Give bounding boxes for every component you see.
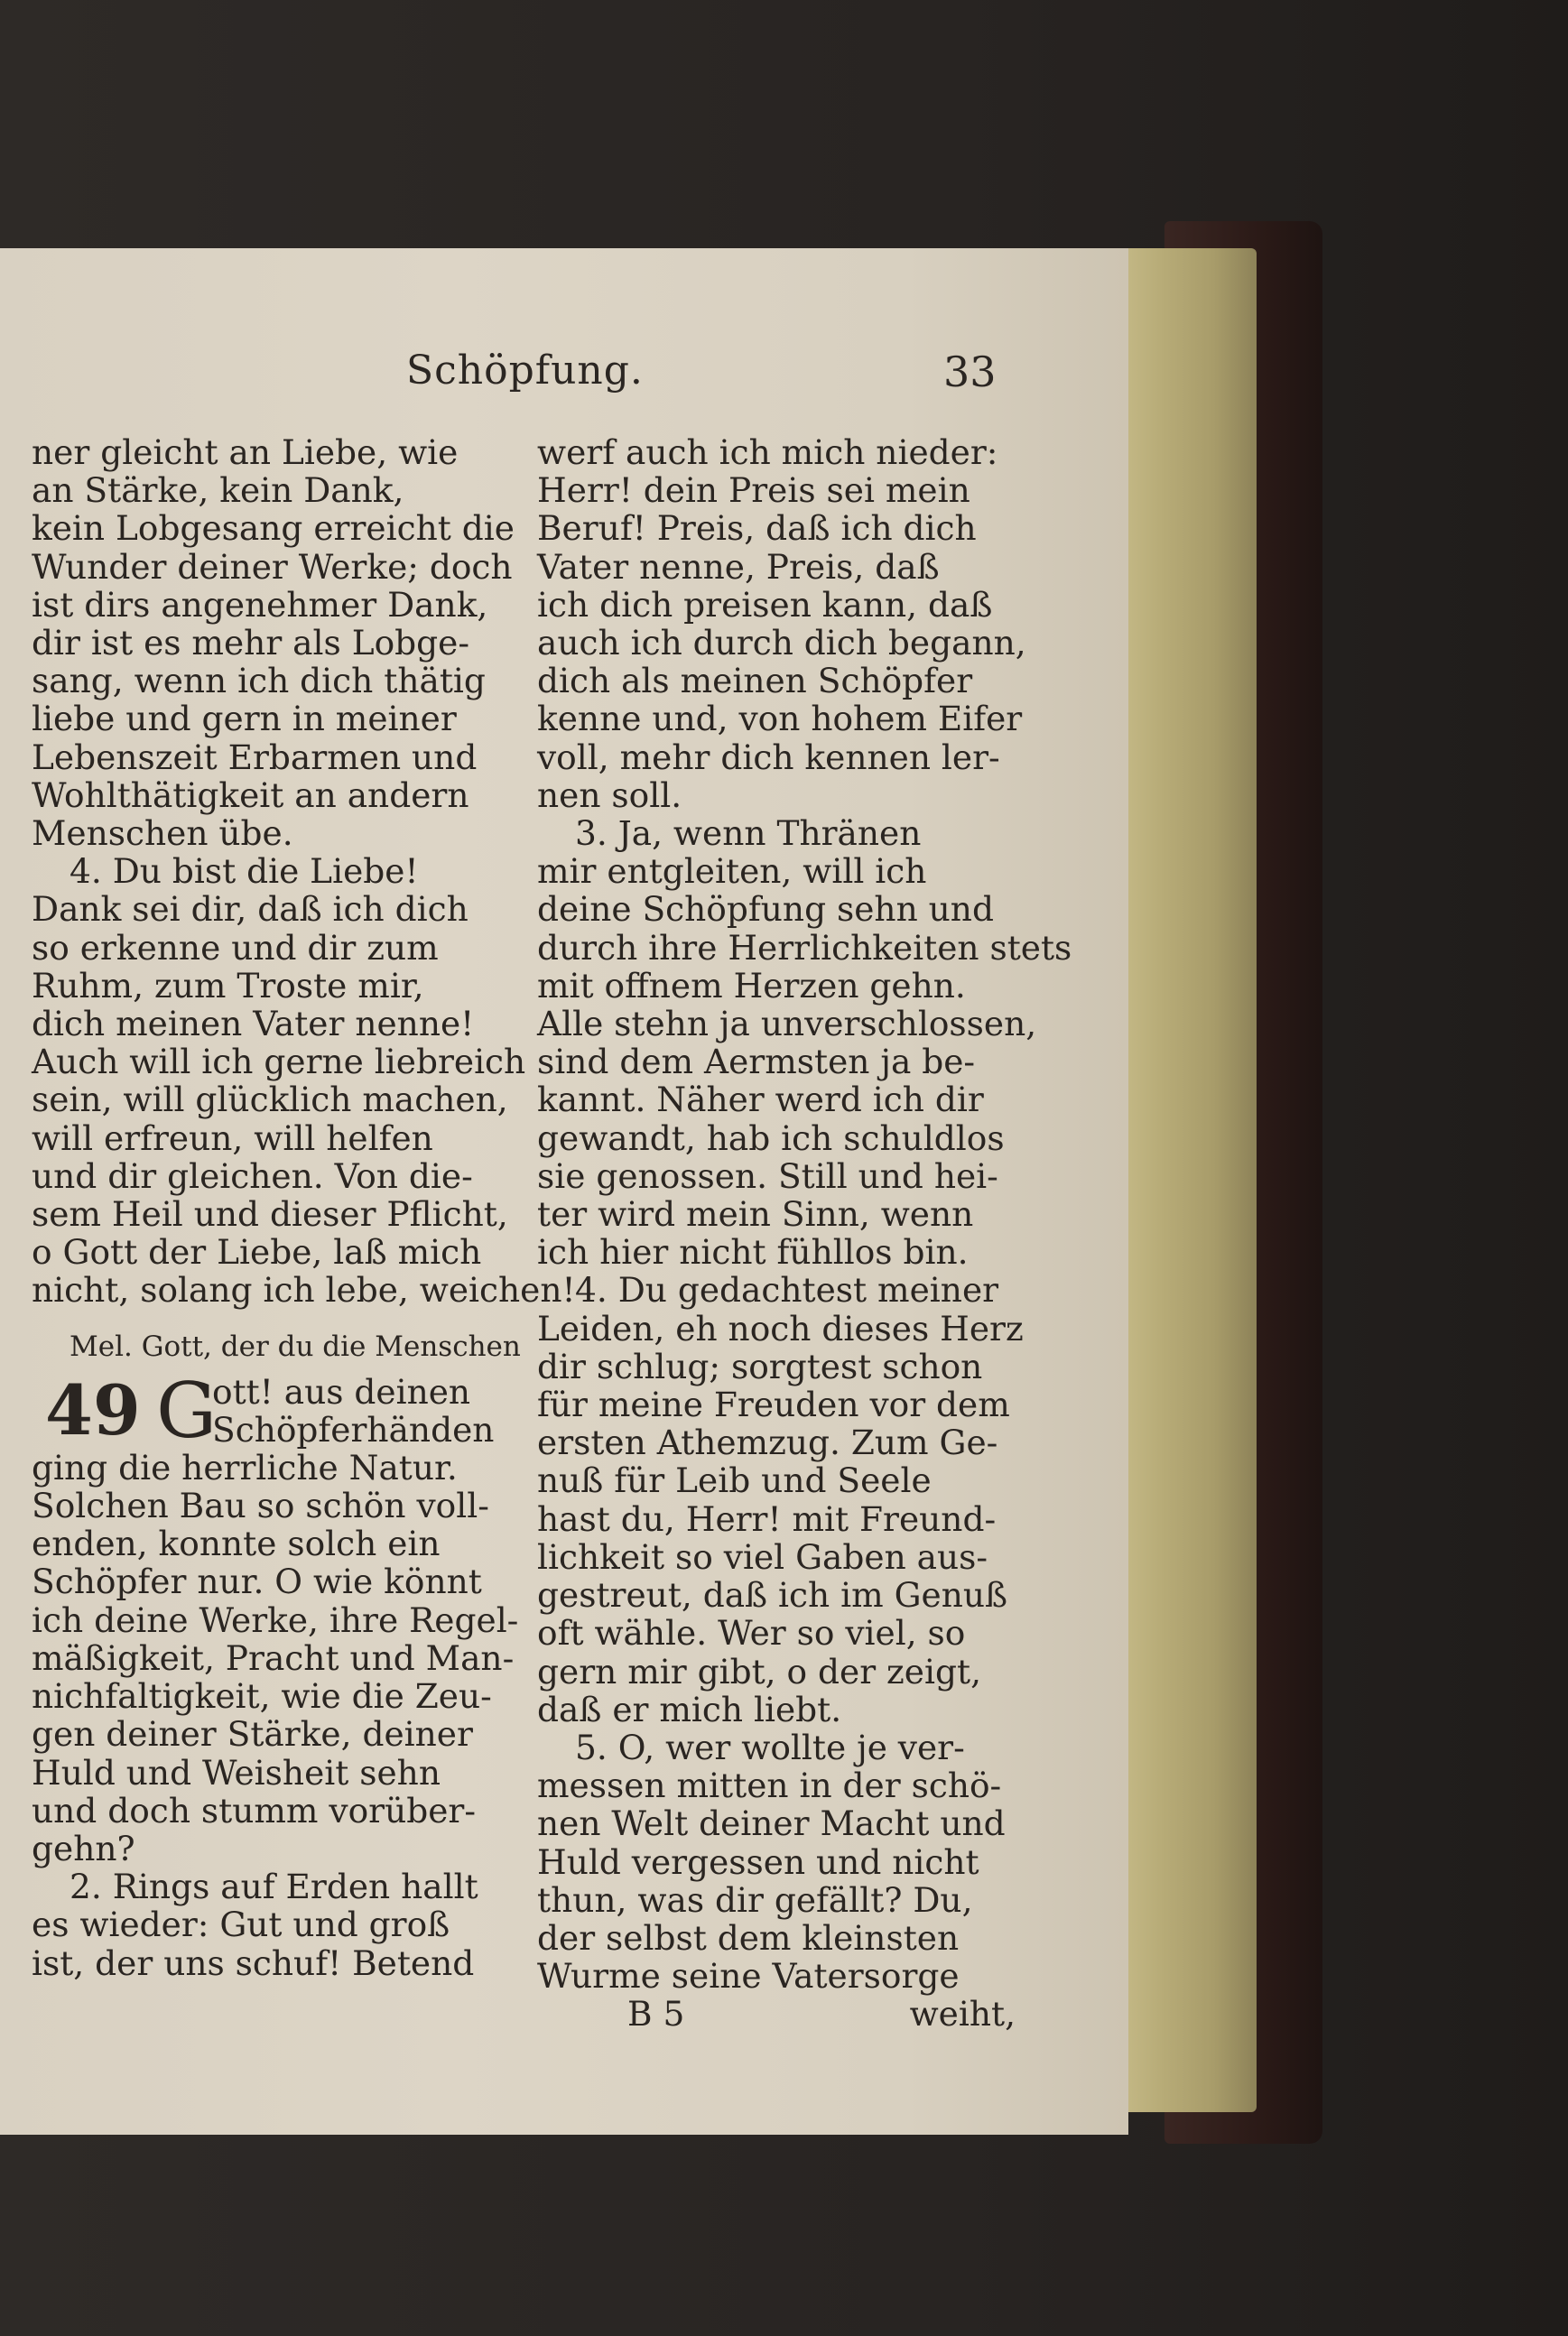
catchword: weiht, xyxy=(909,1994,1016,2035)
text-line: enden, konnte solch ein xyxy=(32,1524,441,1564)
text-line: nichfaltigkeit, wie die Zeu- xyxy=(32,1676,492,1717)
text-line: voll, mehr dich kennen ler- xyxy=(537,737,1000,777)
text-line: kein Lobgesang erreicht die xyxy=(32,508,515,549)
text-line: sem Heil und dieser Pflicht, xyxy=(32,1194,508,1235)
text-line: 4. Du gedachtest meiner xyxy=(575,1270,999,1311)
text-line: gewandt, hab ich schuldlos xyxy=(537,1117,1005,1158)
text-line: lichkeit so viel Gaben aus- xyxy=(537,1536,988,1577)
text-line: Beruf! Preis, daß ich dich xyxy=(537,508,977,549)
text-line: ich deine Werke, ihre Regel- xyxy=(32,1599,519,1640)
text-line: für meine Freuden vor dem xyxy=(537,1385,1010,1425)
text-line: kannt. Näher werd ich dir xyxy=(537,1080,984,1120)
text-line: 4. Du bist die Liebe! xyxy=(70,851,419,892)
hymn-text xyxy=(32,1447,519,1868)
page-number: 33 xyxy=(943,348,997,396)
text-line: messen mitten in der schö- xyxy=(537,1766,1002,1806)
right-column xyxy=(537,432,1072,2035)
text-line: Auch will ich gerne liebreich xyxy=(32,1042,526,1082)
book-page xyxy=(0,248,1128,2135)
text-line: mir entgleiten, will ich xyxy=(537,851,927,892)
text-line: ging die herrliche Natur. xyxy=(32,1447,458,1488)
text-line: Ruhm, zum Troste mir, xyxy=(32,965,424,1006)
text-line: ersten Athemzug. Zum Ge- xyxy=(537,1423,998,1463)
page-footer xyxy=(537,1995,1016,2033)
text-line: sie genossen. Still und hei- xyxy=(537,1155,998,1196)
text-line: gehn? xyxy=(32,1828,135,1868)
printer-signature: B 5 xyxy=(627,1994,685,2035)
hymn-heading xyxy=(32,1366,515,1455)
hymn-number: 49 xyxy=(45,1369,141,1451)
text-line: und doch stumm vorüber- xyxy=(32,1790,477,1831)
text-line: mäßigkeit, Pracht und Man- xyxy=(32,1637,515,1678)
text-line: nicht, solang ich lebe, weichen! xyxy=(32,1270,576,1311)
text-line: Schöpfer nur. O wie könnt xyxy=(32,1562,482,1602)
text-line: Schöpferhänden xyxy=(212,1409,495,1450)
melody-line: Mel. Gott, der du die Menschen xyxy=(70,1330,521,1363)
paragraph xyxy=(537,813,1072,1273)
text-line: 2. Rings auf Erden hallt xyxy=(70,1867,478,1907)
text-line: Menschen übe. xyxy=(32,813,293,854)
text-line: ist dirs angenehmer Dank, xyxy=(32,584,488,625)
text-line: so erkenne und dir zum xyxy=(32,927,439,968)
text-line: nen soll. xyxy=(537,774,682,815)
text-line: Leiden, eh noch dieses Herz xyxy=(537,1308,1024,1349)
paragraph xyxy=(537,1729,1016,1995)
text-line: und dir gleichen. Von die- xyxy=(32,1155,473,1196)
text-line: Huld vergessen und nicht xyxy=(537,1841,979,1882)
text-line: ist, der uns schuf! Betend xyxy=(32,1942,475,1983)
text-line: nuß für Leib und Seele xyxy=(537,1460,932,1501)
text-line: es wieder: Gut und groß xyxy=(32,1905,450,1945)
text-line: Wohlthätigkeit an andern xyxy=(32,774,469,815)
text-line: 5. O, wer wollte je ver- xyxy=(575,1727,965,1767)
text-line: dir ist es mehr als Lobge- xyxy=(32,623,470,663)
paragraph xyxy=(537,432,1026,815)
text-line: hast du, Herr! mit Freund- xyxy=(537,1498,997,1539)
text-line: will erfreun, will helfen xyxy=(32,1117,433,1158)
text-line: werf auch ich mich nieder: xyxy=(537,432,998,472)
text-line: ott! aus deinen xyxy=(212,1371,471,1412)
text-line: kenne und, von hohem Eifer xyxy=(537,699,1023,739)
text-line: Herr! dein Preis sei mein xyxy=(537,470,970,511)
running-head xyxy=(0,348,1128,411)
text-line: ich dich preisen kann, daß xyxy=(537,584,993,625)
text-line: Wurme seine Vatersorge xyxy=(537,1956,960,1997)
text-line: dich als meinen Schöpfer xyxy=(537,661,973,701)
gilt-page-edges xyxy=(1112,248,1257,2112)
text-line: Solchen Bau so schön voll- xyxy=(32,1486,489,1526)
text-line: nen Welt deiner Macht und xyxy=(537,1803,1006,1844)
text-line: oft wähle. Wer so viel, so xyxy=(537,1613,966,1654)
text-line: der selbst dem kleinsten xyxy=(537,1917,960,1958)
text-line: dich meinen Vater nenne! xyxy=(32,1004,475,1044)
text-line: gern mir gibt, o der zeigt, xyxy=(537,1651,981,1692)
text-line: Dank sei dir, daß ich dich xyxy=(32,889,469,930)
paragraph xyxy=(32,433,515,852)
text-line: deine Schöpfung sehn und xyxy=(537,889,994,930)
text-line: Wunder deiner Werke; doch xyxy=(32,546,513,587)
text-line: sein, will glücklich machen, xyxy=(32,1080,508,1120)
text-line: mit offnem Herzen gehn. xyxy=(537,965,966,1006)
text-line: auch ich durch dich begann, xyxy=(537,623,1026,663)
text-line: durch ihre Herrlichkeiten stets xyxy=(537,927,1072,968)
text-line: Alle stehn ja unverschlossen, xyxy=(537,1004,1037,1044)
text-line: 3. Ja, wenn Thränen xyxy=(575,813,922,854)
paragraph xyxy=(32,851,576,1311)
text-line: ter wird mein Sinn, wenn xyxy=(537,1194,974,1235)
text-line: an Stärke, kein Dank, xyxy=(32,470,404,511)
text-line: daß er mich liebt. xyxy=(537,1689,842,1729)
text-line: ner gleicht an Liebe, wie xyxy=(32,432,459,472)
text-line: sind dem Aermsten ja be- xyxy=(537,1042,976,1082)
text-line: Lebenszeit Erbarmen und xyxy=(32,737,478,777)
text-line: dir schlug; sorgtest schon xyxy=(537,1346,983,1386)
text-line: sang, wenn ich dich thätig xyxy=(32,661,486,701)
left-column xyxy=(32,432,576,1983)
paragraph xyxy=(32,1868,515,1982)
text-line: Huld und Weisheit sehn xyxy=(32,1752,441,1793)
text-line: Vater nenne, Preis, daß xyxy=(537,546,940,587)
paragraph xyxy=(537,1270,1024,1729)
text-line: ich hier nicht fühllos bin. xyxy=(537,1232,969,1273)
text-line: thun, was dir gefällt? Du, xyxy=(537,1879,973,1920)
text-line: liebe und gern in meiner xyxy=(32,699,457,739)
text-line: gen deiner Stärke, deiner xyxy=(32,1714,473,1755)
text-line: gestreut, daß ich im Genuß xyxy=(537,1575,1008,1616)
running-title: Schöpfung. xyxy=(406,348,644,394)
text-line: o Gott der Liebe, laß mich xyxy=(32,1232,482,1273)
drop-cap: G xyxy=(156,1366,218,1455)
